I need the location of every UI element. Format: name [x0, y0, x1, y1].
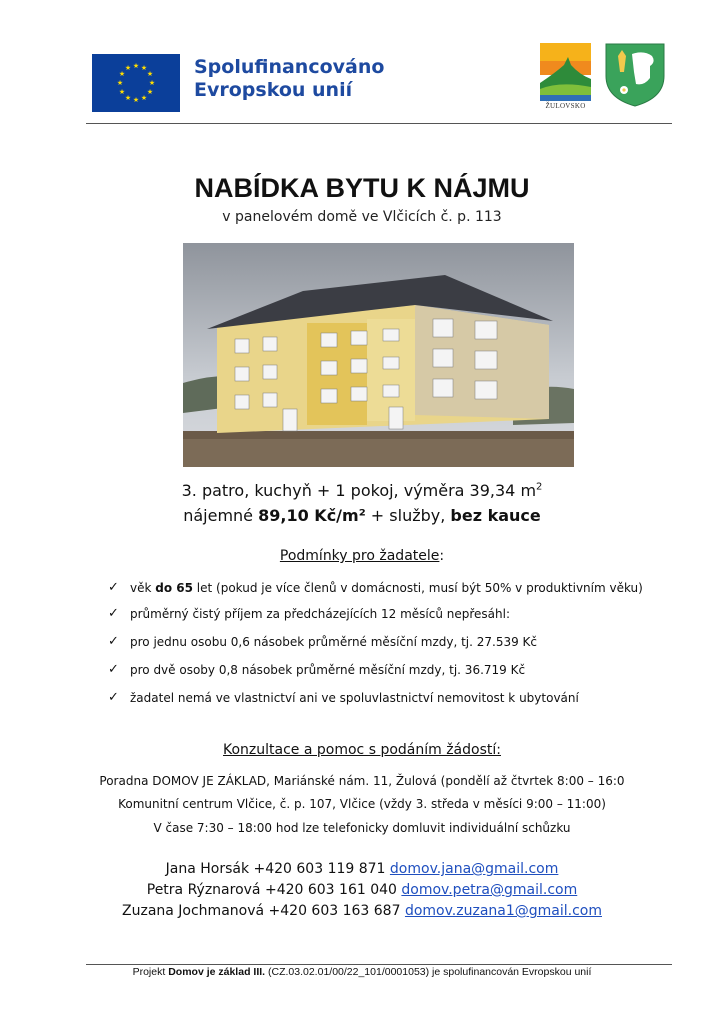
footer-suffix: (CZ.03.02.01/00/22_101/0001053) je spolufinancován Evropskou unií: [265, 966, 592, 978]
svg-text:★: ★: [124, 94, 132, 102]
contact-row: [0, 882, 724, 898]
contact-row: [0, 903, 724, 919]
svg-text:★: ★: [116, 79, 124, 87]
condition-text: pro jednu osobu 0,6 násobek průměrné měsíční mzdy, tj. 27.539 Kč: [130, 634, 538, 649]
condition-text: žadatel nemá ve vlastnictví ani ve spoluvlastnictví nemovitost k ubytování: [130, 690, 579, 705]
apartment-details: [0, 481, 724, 500]
page-subtitle: v panelovém domě ve Vlčicích č. p. 113: [222, 209, 502, 225]
checkmark-icon: ✓: [108, 662, 119, 677]
condition-item: [108, 662, 525, 677]
condition-bold: do 65: [155, 580, 193, 595]
eu-text-line2: Evropskou unií: [194, 79, 353, 101]
eu-flag-logo: [92, 54, 180, 112]
contact-name-phone: Jana Horsák +420 603 119 871: [165, 861, 390, 877]
eu-cofinanced-text: [194, 56, 384, 102]
condition-text: pro dvě osoby 0,8 násobek průměrné měsíční mzdy, tj. 36.719 Kč: [130, 662, 526, 677]
contact-name-phone: Zuzana Jochmanová +420 603 163 687: [122, 903, 405, 919]
condition-item: [108, 634, 537, 649]
checkmark-icon: ✓: [108, 690, 119, 705]
svg-text:★: ★: [118, 70, 126, 78]
svg-text:★: ★: [146, 70, 154, 78]
contact-name-phone: Petra Rýznarová +420 603 161 040: [146, 882, 402, 898]
svg-text:★: ★: [140, 94, 148, 102]
consultation-title: Konzultace a pomoc s podáním žádostí:: [223, 742, 501, 758]
header-divider: [86, 123, 672, 124]
coat-of-arms-icon: [604, 42, 666, 108]
zulovsko-logo: [540, 43, 591, 113]
condition-text: průměrný čistý příjem za předcházejících 12 měsíců nepřesáhl:: [130, 606, 510, 621]
consult-line-community-centre: Komunitní centrum Vlčice, č. p. 107, Vlčice (vždy 3. středa v měsíci 9:00 – 11:00): [118, 797, 606, 811]
checkmark-icon: ✓: [108, 606, 119, 621]
svg-text:★: ★: [148, 79, 156, 87]
consult-line-office: Poradna DOMOV JE ZÁKLAD, Mariánské nám. 11, Žulová (pondělí až čtvrtek 8:00 – 16:0: [99, 774, 625, 788]
rent-details: [0, 506, 724, 525]
footer-divider: [86, 964, 672, 965]
services-text: + služby,: [365, 506, 451, 525]
coat-of-arms: [604, 42, 666, 108]
consult-line-phone: V čase 7:30 – 18:00 hod lze telefonicky domluvit individuální schůzku: [153, 821, 571, 835]
building-photo: [183, 243, 574, 467]
contact-email-link[interactable]: domov.jana@gmail.com: [389, 861, 559, 877]
contact-email-link[interactable]: domov.petra@gmail.com: [401, 882, 578, 898]
no-deposit-text: bez kauce: [450, 506, 541, 525]
svg-text:★: ★: [140, 64, 148, 72]
checkmark-icon: ✓: [108, 580, 119, 595]
condition-item: [108, 690, 579, 705]
footer-text: [0, 966, 724, 978]
condition-text: věk: [130, 580, 156, 595]
contact-email-link[interactable]: domov.zuzana1@gmail.com: [404, 903, 602, 919]
checkmark-icon: ✓: [108, 634, 119, 649]
rent-label: nájemné: [183, 506, 259, 525]
page-title: NABÍDKA BYTU K NÁJMU: [194, 173, 530, 203]
svg-text:★: ★: [132, 62, 140, 70]
conditions-title-colon: :: [439, 548, 445, 564]
svg-text:★: ★: [118, 88, 126, 96]
footer-prefix: Projekt: [132, 966, 169, 978]
conditions-title-text: Podmínky pro žadatele: [279, 548, 440, 564]
svg-text:★: ★: [132, 96, 140, 104]
rent-price: 89,10 Kč/m²: [258, 506, 366, 525]
svg-text:★: ★: [146, 88, 154, 96]
condition-text: let (pokud je více členů v domácnosti, musí být 50% v produktivním věku): [192, 580, 643, 595]
eu-stars-icon: [92, 54, 180, 112]
condition-item: [108, 580, 643, 595]
eu-text-line1: Spolufinancováno: [194, 56, 385, 78]
condition-item: [108, 606, 510, 621]
svg-text:★: ★: [124, 64, 132, 72]
contact-row: [0, 861, 724, 877]
apartment-size-text: 3. patro, kuchyň + 1 pokoj, výměra 39,34 m: [181, 481, 537, 500]
conditions-title: [0, 548, 724, 564]
apartment-building-image: [183, 243, 574, 467]
zulovsko-logo-text: ŽULOVSKO: [545, 102, 586, 110]
squared-sup: 2: [536, 481, 543, 493]
footer-project-name: Domov je základ III.: [168, 966, 266, 978]
